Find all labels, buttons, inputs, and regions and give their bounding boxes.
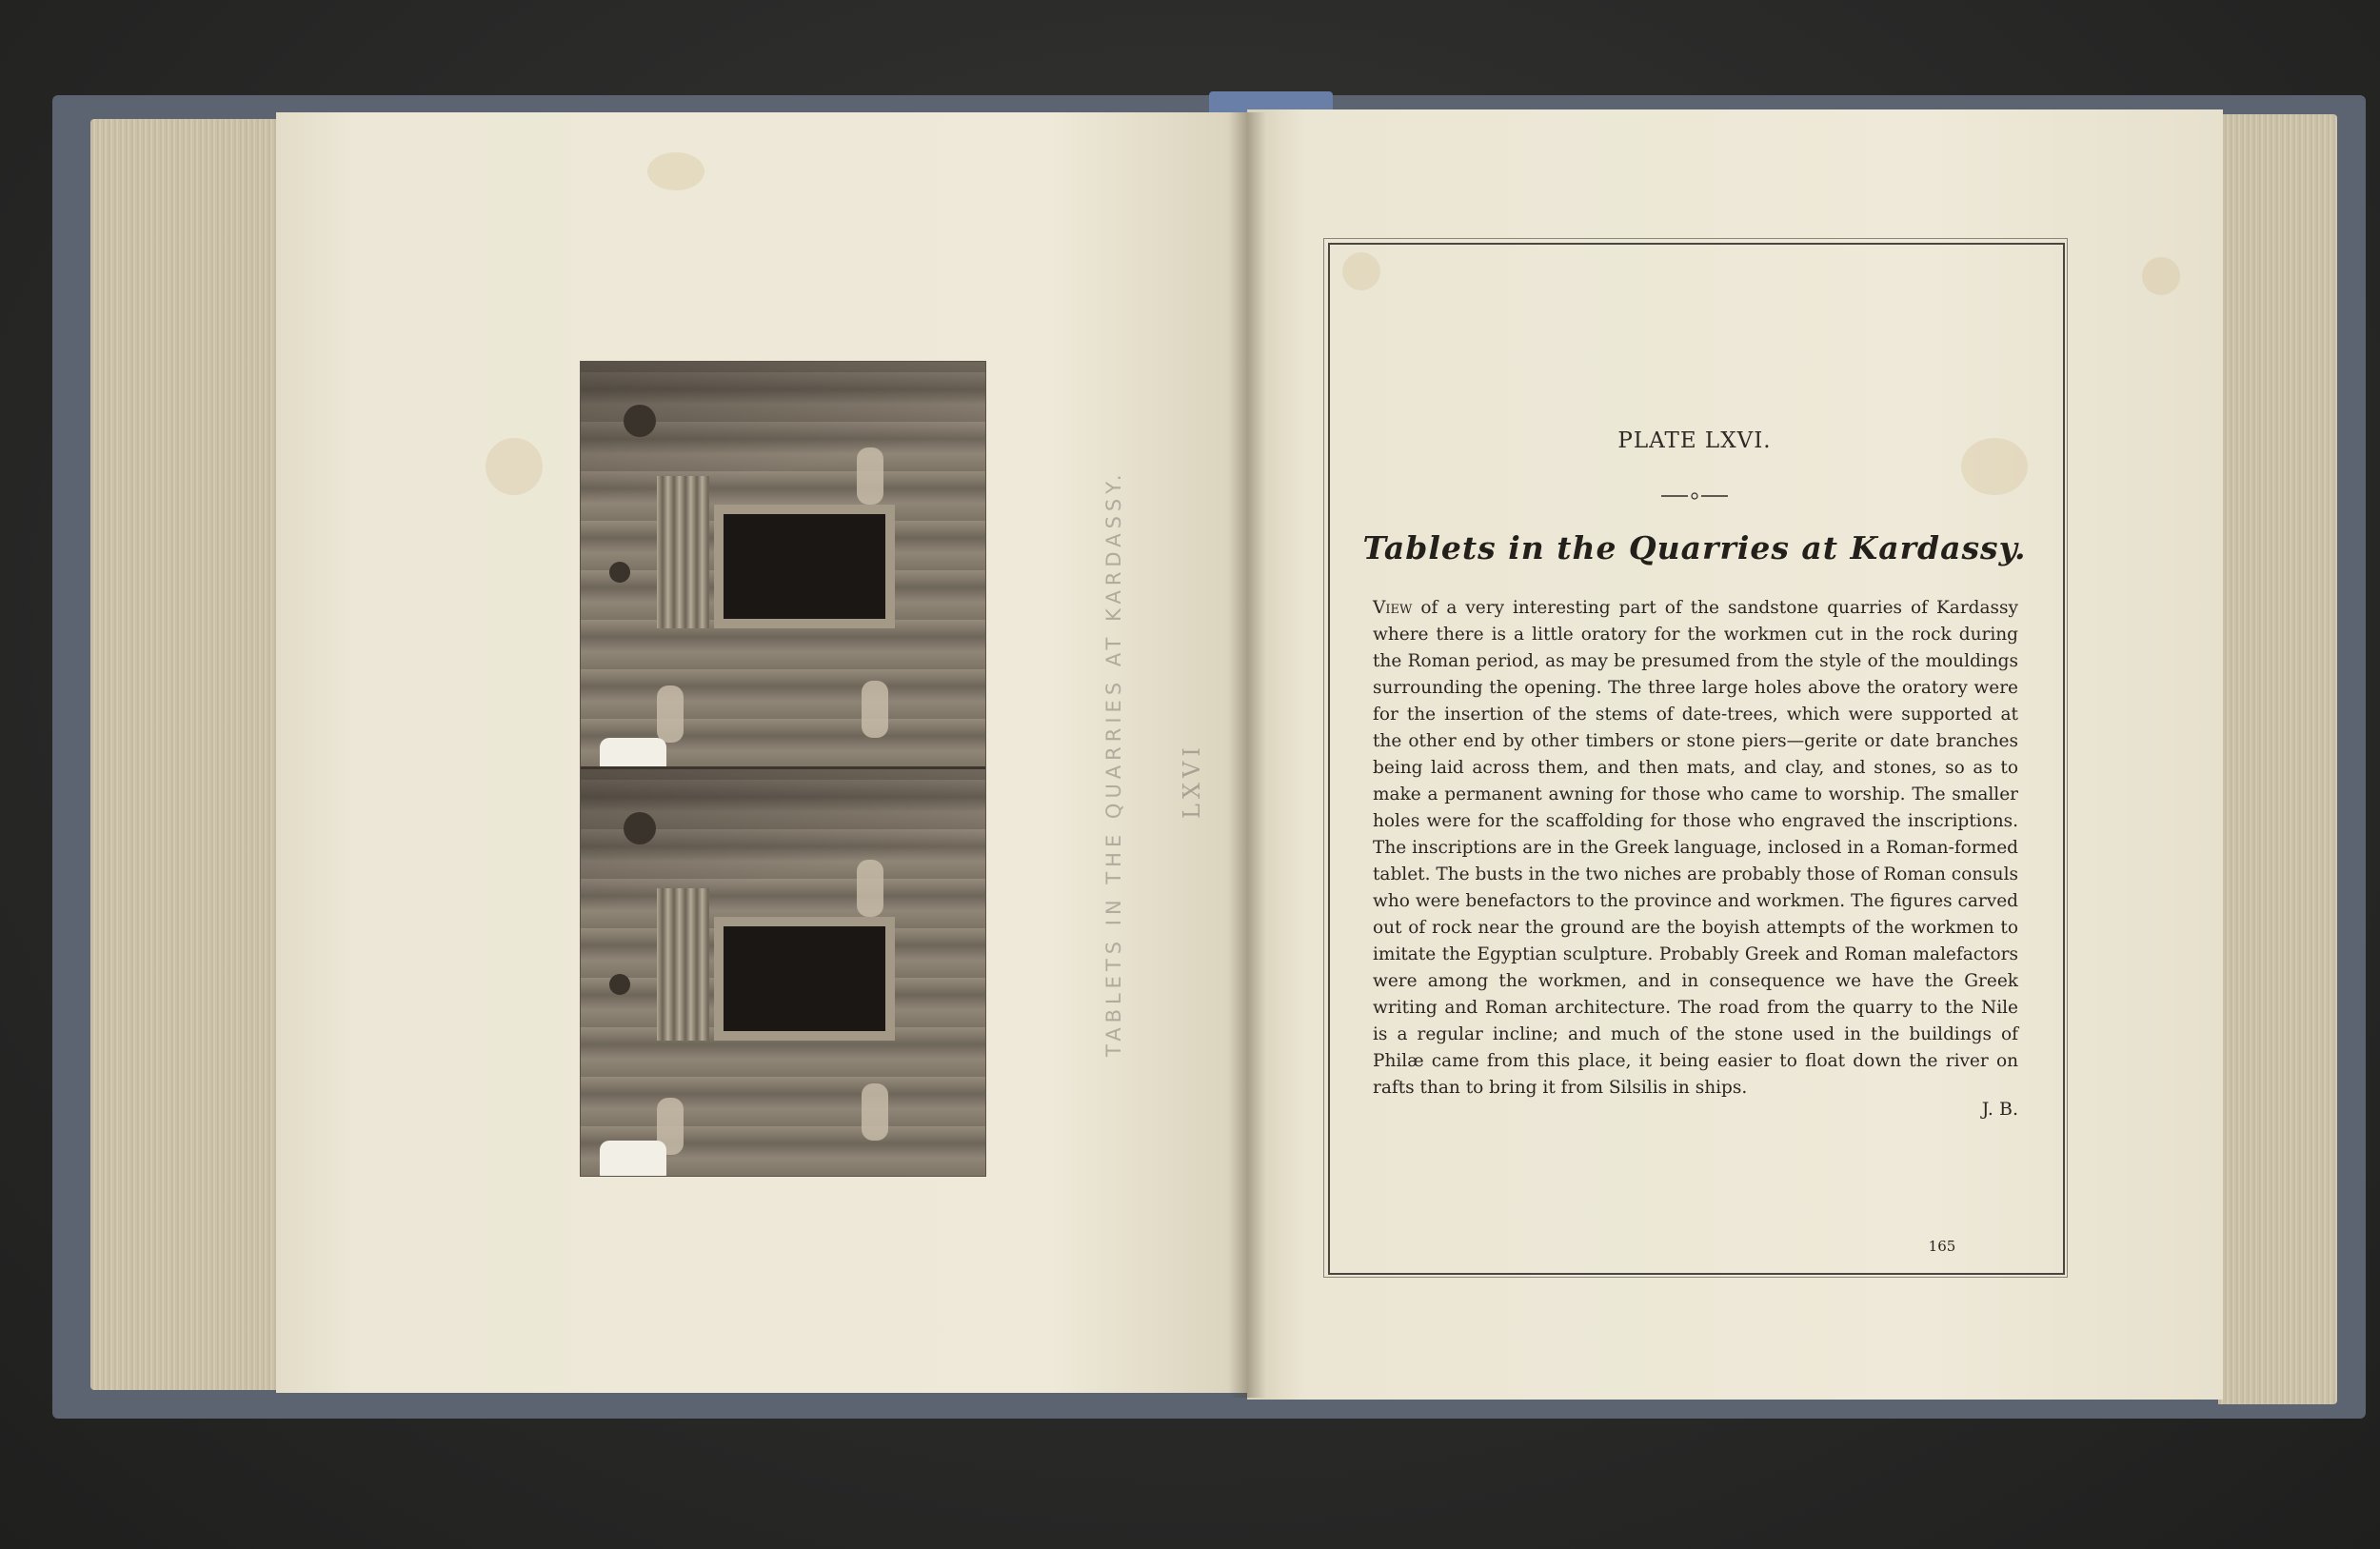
stereo-frame-bottom bbox=[581, 769, 985, 1176]
carved-bust bbox=[862, 681, 888, 738]
oratory-moulding bbox=[657, 888, 709, 1041]
rock-hole bbox=[609, 562, 630, 583]
body-paragraph bbox=[1373, 595, 2018, 1102]
body-lead: View bbox=[1373, 598, 1413, 618]
oratory-moulding bbox=[657, 476, 709, 628]
foxing-spot bbox=[2142, 257, 2180, 295]
plate-heading: Tablets in the Quarries at Kardassy. bbox=[1362, 529, 2027, 566]
rock-hole bbox=[609, 974, 630, 995]
carved-bust bbox=[657, 685, 684, 743]
page-edges-left bbox=[90, 119, 281, 1390]
foxing-spot bbox=[647, 152, 704, 190]
carved-bust bbox=[857, 860, 883, 917]
rock-hole bbox=[624, 812, 656, 844]
photo-glare bbox=[600, 1141, 666, 1176]
page-number: 165 bbox=[1928, 1238, 1956, 1255]
foxing-spot bbox=[486, 438, 543, 495]
oratory-opening bbox=[714, 917, 895, 1041]
ornament-divider bbox=[1661, 491, 1728, 501]
signature: J. B. bbox=[1981, 1099, 2018, 1120]
stereo-photograph bbox=[581, 362, 985, 1176]
carved-bust bbox=[857, 447, 883, 505]
vertical-caption: TABLETS IN THE QUARRIES AT KARDASSY. bbox=[1102, 469, 1125, 1057]
plate-label: PLATE LXVI. bbox=[1617, 428, 1772, 453]
body-text: of a very interesting part of the sandstone quarries of Kardassy where there is a little oratory for the workmen cut in the rock during the Roman period, as may be presumed from the style of the mouldings surrounding the opening. The three large holes above the oratory were for the insertion of the stems of date-trees, which were supported at the other end by other timbers or stone piers—gerite or date branches being laid across them, and then mats, and clay, and stones, so as to make a permanent awning for those who came to worship. The smaller holes were for the scaffolding for those who engraved the inscriptions. The inscriptions are in the Greek language, inclosed in a Roman-formed tablet. The busts in the two niches are probably those of Roman consuls who were benefactors to the province and workmen. The figures carved out of rock near the ground are the boyish attempts of the workmen to imitate the Egyptian sculpture. Probably Greek and Roman malefactors were among the workmen, and in consequence we have the Greek writing and Roman architecture. The road from the quarry to the Nile is a regular incline; and much of the stone used in the buildings of Philæ came from this place, it being easier to float down the river on rafts than to bring it from Silsilis in ships. bbox=[1373, 598, 2018, 1098]
carved-bust bbox=[862, 1083, 888, 1141]
stereo-frame-top bbox=[581, 362, 985, 768]
rock-hole bbox=[624, 405, 656, 437]
page-edges-right bbox=[2218, 114, 2337, 1404]
oratory-opening bbox=[714, 505, 895, 628]
book-gutter bbox=[1228, 112, 1266, 1398]
plate-numeral: LXVI bbox=[1179, 743, 1205, 819]
